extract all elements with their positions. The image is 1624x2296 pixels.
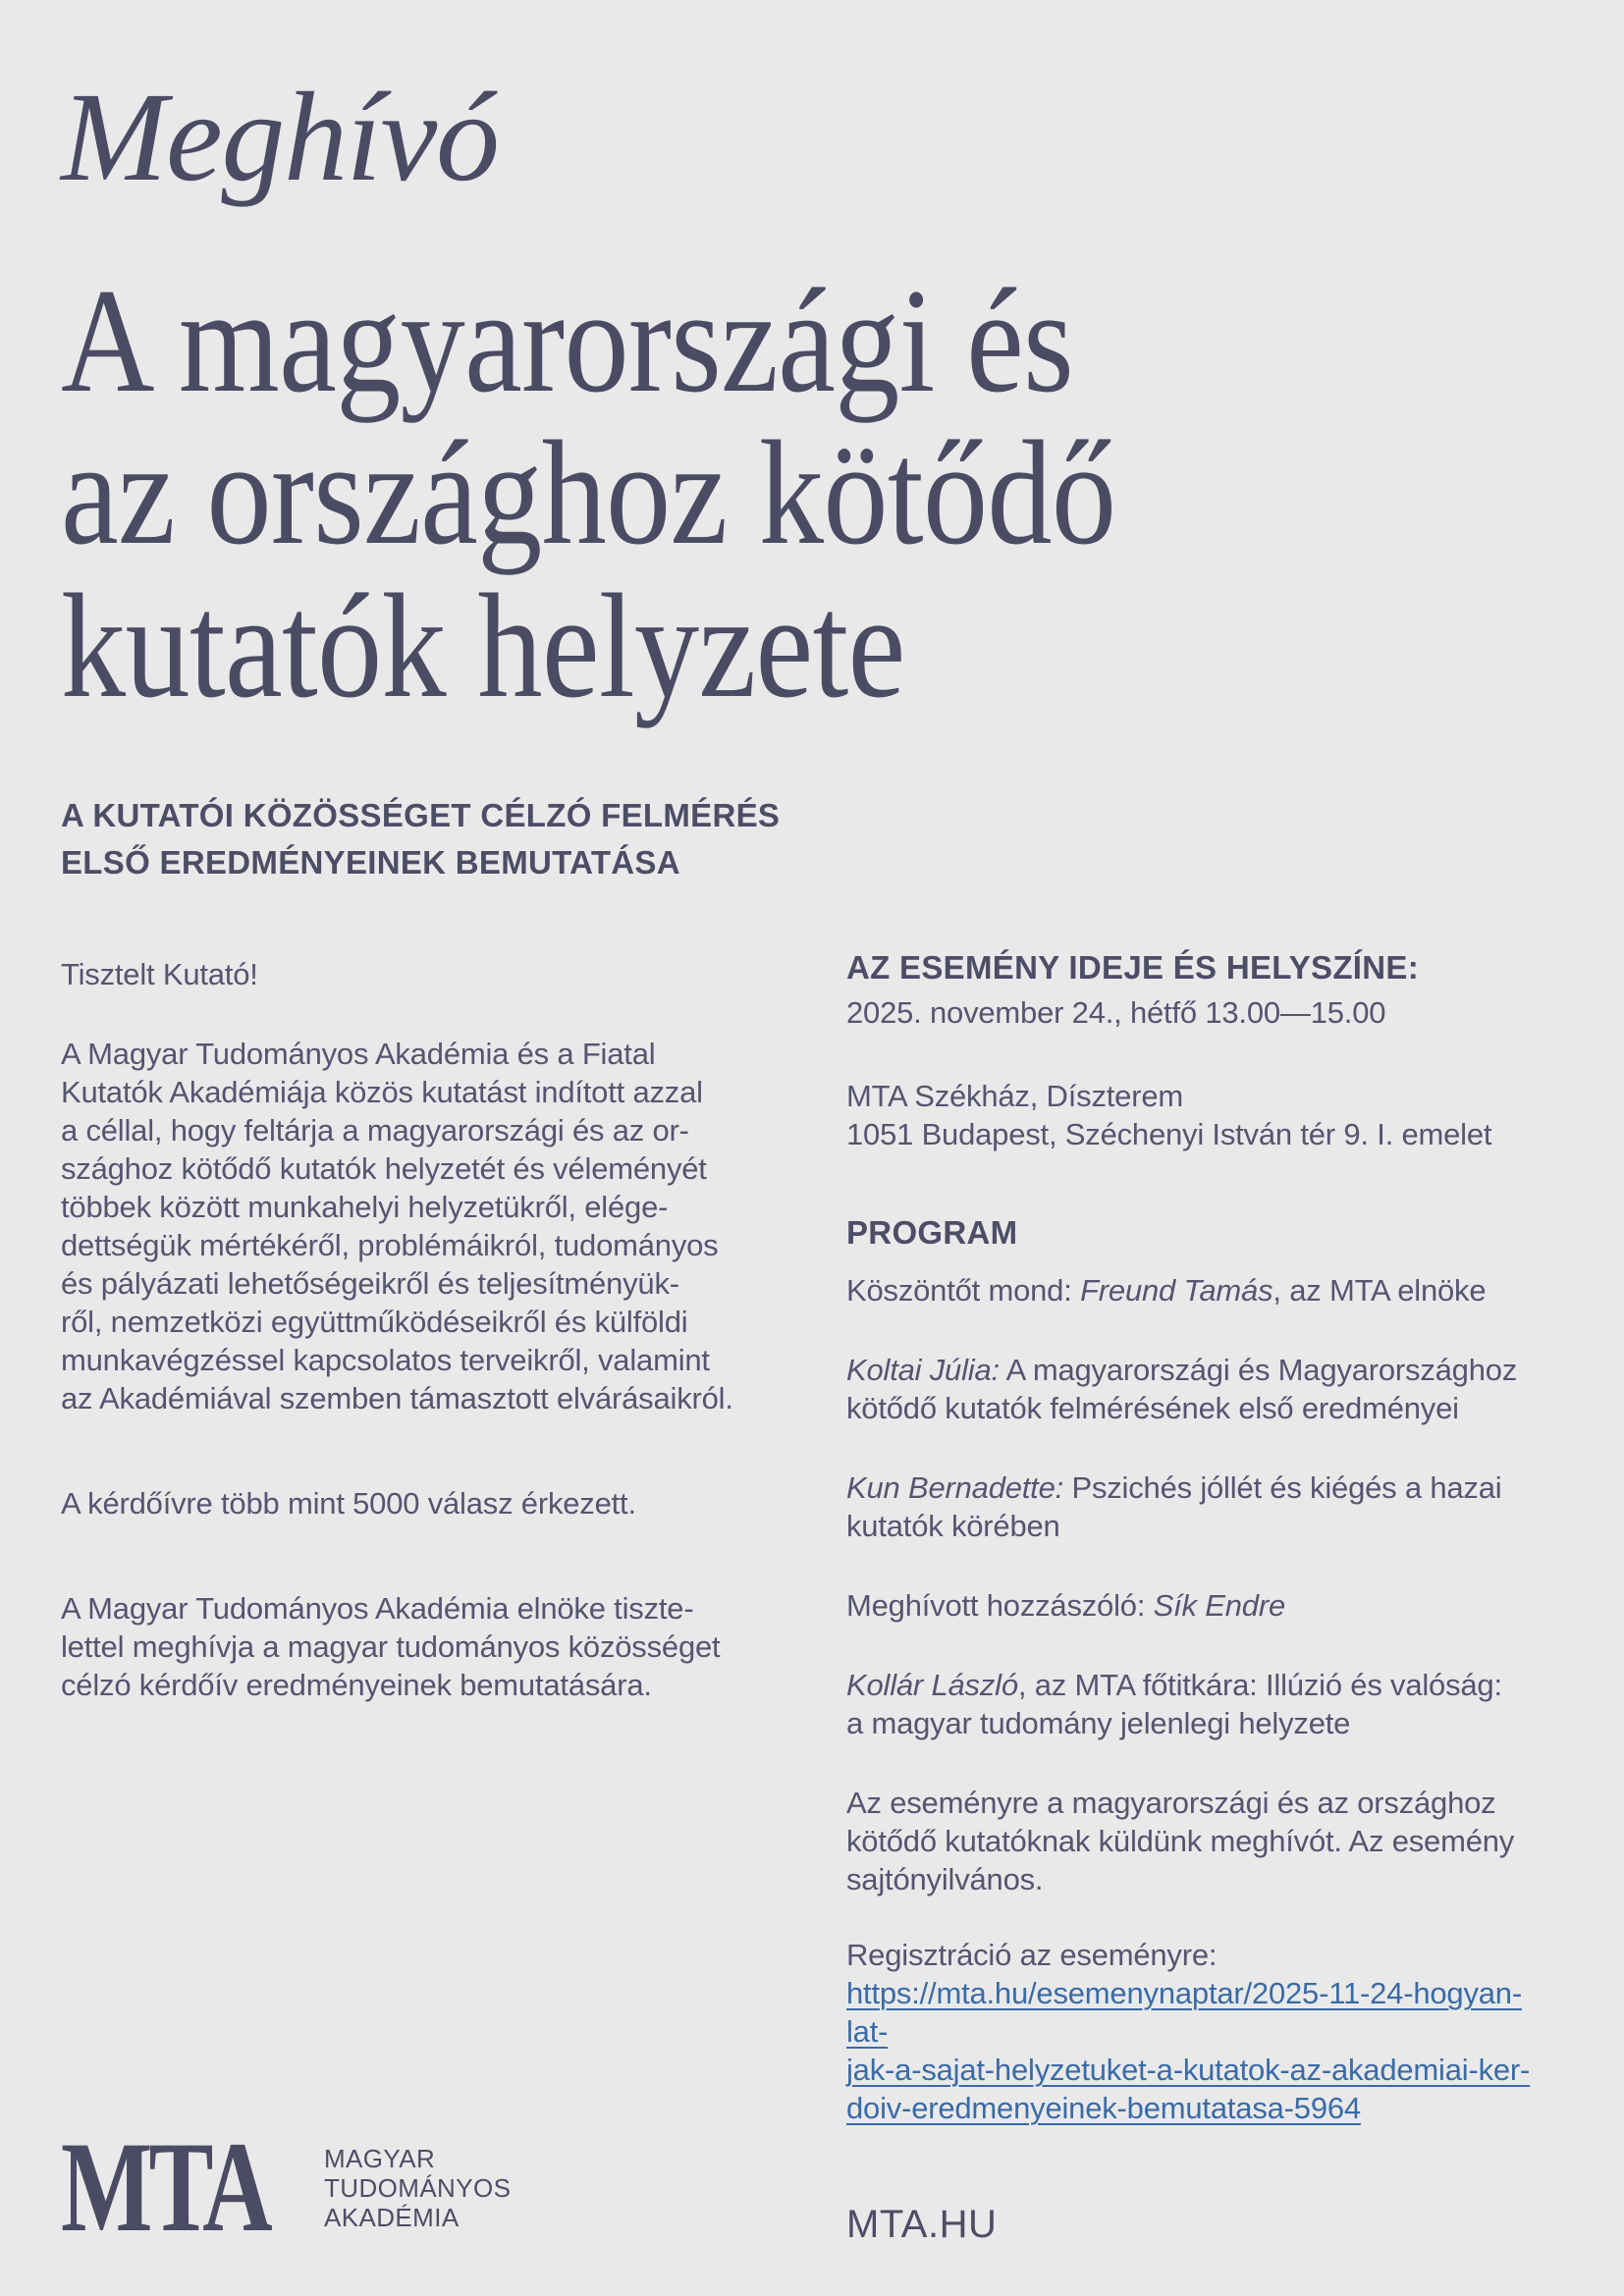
intro-paragraph: A Magyar Tudományos Akadémia és a Fiatal Kutatók Akadémiája közös kutatást indított azzal a céllal, hogy feltárja a magyarországi és az or- szághoz kötődő kutatók helyzetét és véleményét többek között munkahelyi helyzetükről, elége- dettségük mértékéről, problémáikról, tudományos és pályázati lehetőségeikről és teljesítményük- ről, nemzetközi együttműködéseikről és külföldi munkavégzéssel kapcsolatos terveikről, valamint az Akadémiával szemben támasztott elvárásaikról.	[61, 1036, 733, 1415]
program-item-koltai: Koltai Júlia: A magyarországi és Magyarországhoz kötődő kutatók felmérésének első eredményei	[846, 1352, 1518, 1425]
right-column	[846, 945, 1563, 2248]
page-title-script: Meghívó	[61, 67, 499, 208]
event-venue: MTA Székház, Díszterem 1051 Budapest, Széchenyi István tér 9. I. emelet	[846, 1078, 1492, 1151]
program-item-sik: Meghívott hozzászóló: Sík Endre	[846, 1587, 1285, 1623]
event-note: Az eseményre a magyarországi és az országhoz kötődő kutatóknak küldünk meghívót. Az esemény sajtónyilvános.	[846, 1785, 1515, 1896]
registration-link[interactable]: https://mta.hu/esemenynaptar/2025-11-24-hogyan-lat- jak-a-sajat-helyzetuket-a-kutatok-az-akademiai-ker- doiv-eredmenyeinek-bemutatasa-5964	[846, 1975, 1531, 2125]
content-columns	[61, 945, 1563, 2259]
responses-paragraph: A kérdőívre több mint 5000 válasz érkezett.	[61, 1485, 636, 1521]
mta-logo	[61, 2113, 789, 2259]
invitation-paragraph: A Magyar Tudományos Akadémia elnöke tiszte- lettel meghívja a magyar tudományos közösséget célzó kérdőív eredményeinek bemutatására.	[61, 1590, 721, 1702]
program-item-welcome: Köszöntőt mond: Freund Tamás, az MTA elnöke	[846, 1272, 1487, 1308]
site-wordmark: MTA.HU	[846, 2203, 998, 2246]
left-column	[61, 945, 789, 2259]
mta-logo-caption: MAGYAR TUDOMÁNYOS AKADÉMIA	[324, 2144, 512, 2232]
subtitle: A KUTATÓI KÖZÖSSÉGET CÉLZÓ FELMÉRÉS ELSŐ EREDMÉNYEINEK BEMUTATÁSA	[61, 796, 781, 881]
program-heading: PROGRAM	[846, 1213, 1018, 1251]
main-heading: A magyarországi és az országhoz kötődő kutatók helyzete	[61, 257, 1116, 729]
program-item-kun: Kun Bernadette: Pszichés jóllét és kiégés a hazai kutatók körében	[846, 1469, 1502, 1543]
registration-label: Regisztráció az eseményre:	[846, 1937, 1218, 1972]
program-item-kollar: Kollár László, az MTA főtitkára: Illúzió és valóság: a magyar tudomány jelenlegi helyzete	[846, 1667, 1502, 1740]
event-date: 2025. november 24., hétfő 13.00—15.00	[846, 994, 1386, 1030]
mta-logo-mark: MTA	[61, 2113, 269, 2259]
salutation: Tisztelt Kutató!	[61, 956, 258, 991]
event-when-heading: AZ ESEMÉNY IDEJE ÉS HELYSZÍNE:	[846, 948, 1419, 986]
